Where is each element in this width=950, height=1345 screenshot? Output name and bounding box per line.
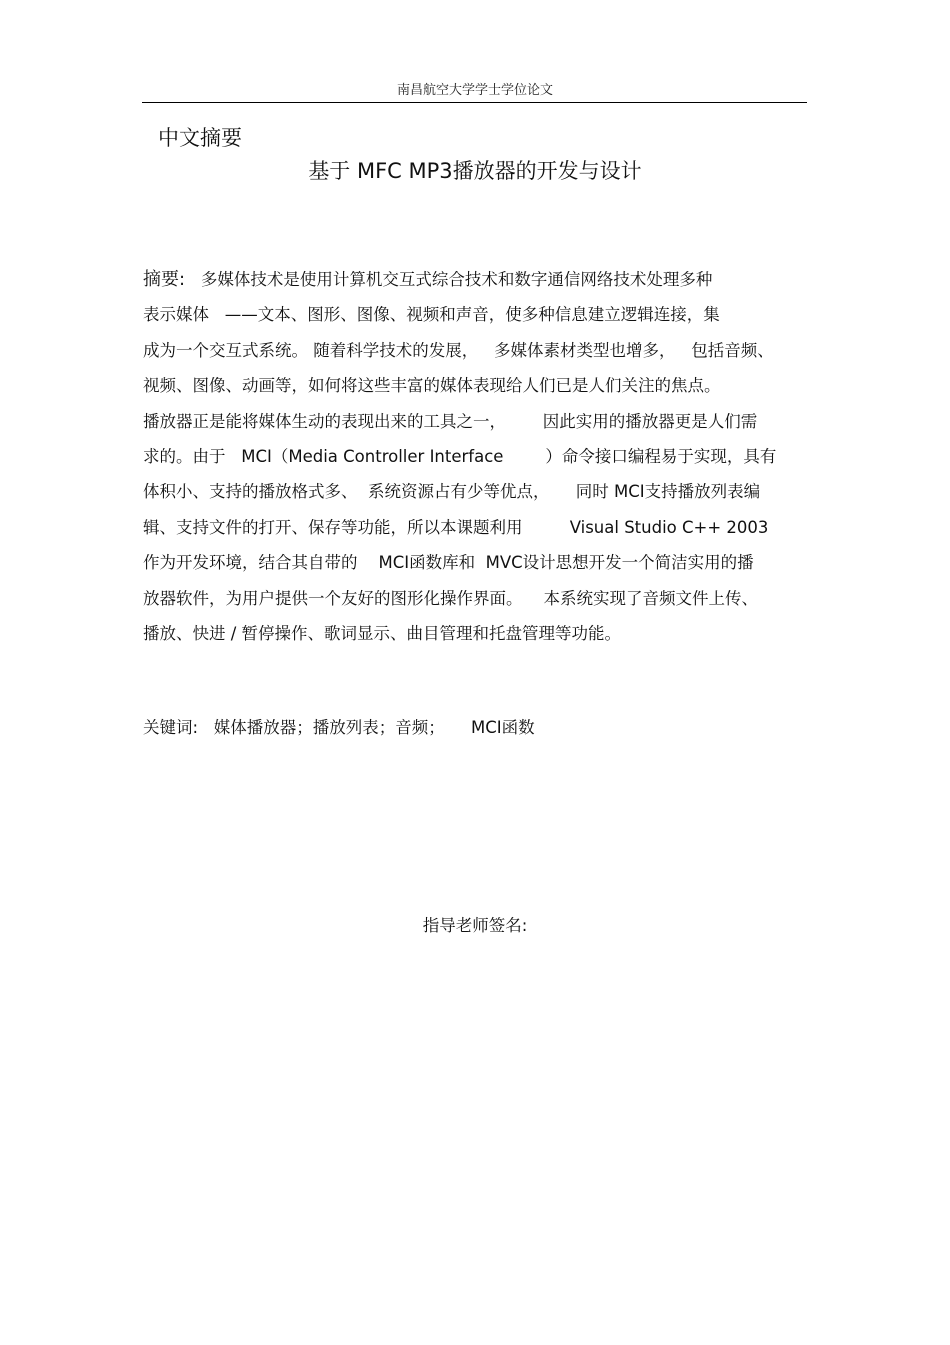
keywords-line: 关键词: 媒体播放器；播放列表；音频； MCI函数	[143, 718, 535, 737]
abstract-line: 视频、图像、动画等，如何将这些丰富的媒体表现给人们已是人们关注的焦点。	[143, 376, 721, 396]
section-heading: 中文摘要	[158, 126, 242, 150]
abstract-label: 摘要:	[143, 269, 186, 290]
abstract-line: 表示媒体 ——文本、图形、图像、视频和声音，使多种信息建立逻辑连接，集	[143, 305, 720, 325]
abstract-body	[143, 262, 808, 651]
abstract-line: 作为开发环境，结合其自带的 MCI函数库和 MVC设计思想开发一个简洁实用的播	[143, 553, 754, 573]
document-title: 基于 MFC MP3播放器的开发与设计	[308, 159, 642, 183]
abstract-line: 体积小、支持的播放格式多、 系统资源占有少等优点， 同时 MCI支持播放列表编	[143, 482, 761, 502]
abstract-line: 成为一个交互式系统。 随着科学技术的发展， 多媒体素材类型也增多， 包括音频、	[143, 340, 774, 360]
abstract-line: 辑、支持文件的打开、保存等功能，所以本课题利用 Visual Studio C++ 2003	[143, 517, 769, 537]
abstract-line	[143, 262, 808, 297]
advisor-signature-label: 指导老师签名:	[422, 916, 528, 935]
abstract-line: 播放器正是能将媒体生动的表现出来的工具之一， 因此实用的播放器更是人们需	[143, 411, 758, 431]
abstract-line: 播放、快进 / 暂停操作、歌词显示、曲目管理和托盘管理等功能。	[143, 623, 622, 643]
abstract-line-text: 多媒体技术是使用计算机交互式综合技术和数字通信网络技术处理多种	[185, 270, 713, 289]
abstract-line: 求的。由于 MCI（Media Controller Interface ）命令接口编程易于实现，具有	[143, 446, 777, 466]
header-divider	[142, 102, 807, 103]
abstract-line: 放器软件，为用户提供一个友好的图形化操作界面。 本系统实现了音频文件上传、	[143, 588, 758, 608]
running-header: 南昌航空大学学士学位论文	[396, 83, 553, 98]
